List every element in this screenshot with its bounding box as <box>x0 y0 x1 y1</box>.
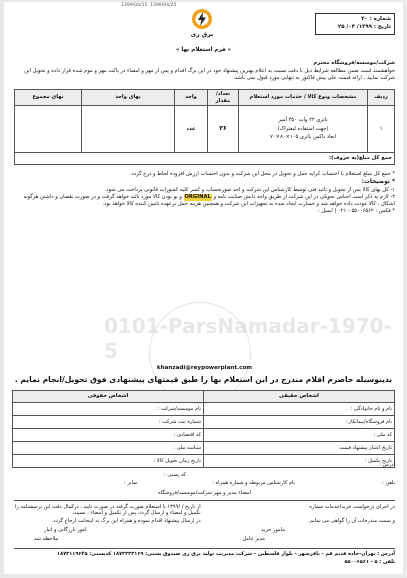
footer-p4: و سمت مندرجات آن را گواهی می نمایم. <box>308 517 395 524</box>
fax-label: * فکس : ۵۵۰۰۶۵۶۲ - ۰۲۱ | ایمیل : <box>318 208 395 215</box>
footer-p1: در اجرای درخواست خرید/خدمات شماره <box>309 504 395 510</box>
items-header-row <box>15 90 395 106</box>
head-natural: اشخاص حقیقی <box>204 391 395 403</box>
note-2-post: و نو بودن کالا مورد تائید خواهد گرفت و در صورت نقصان و داشتن هرگونه اشکال ، کالا عودت داده خواهد شد و خسارت ایجاد شده به تجهیزات این شرکت و همچنین هزینه حمل برعهده تامین کننده کالا خواهد بود. <box>23 194 395 207</box>
intro-text: خواهشمند است ضمن مطالعه شرایط ذیل با دقت نسبت به اعلام بهترین پیشنهاد خود در این برگ اقدام و پس از مهر و امضاء در پاکت مهر و موم شده قرار داده و تحویل این شرکت نمایید ، ارائه قیمت علی پیش فاکتور به تنهایی مورد قبول نمی باشد. <box>24 68 395 81</box>
cell-total-price <box>15 106 82 153</box>
signature-line: امضاء مدیر و مهر شرکت/موسسه/فروشگاه <box>158 490 251 496</box>
head-legal: اشخاص حقوقی <box>13 391 204 403</box>
info-cell: شناسه ملی : <box>13 442 204 455</box>
info-cell: نام فروشگاه/پیمانکار : <box>204 416 395 429</box>
desc-line-2: (جهت استفاده لیفتراک) <box>277 125 329 132</box>
total-label: جمع کل مبلغ(به حروف): <box>15 153 395 165</box>
info-cell: کد ملی : <box>204 429 395 442</box>
note-2-pre: ۲- لازم به ذکر است اجناس تحویلی در این شرکت از طریق واحد دانش صنایت نامه و <box>213 194 395 201</box>
cell-row: ۱ <box>368 106 395 153</box>
info-cell: تاریخ زمان تحویل کالا : <box>13 455 204 468</box>
note-0: * جمع کل مبلغ استعلام با احتساب کرایه حمل و تحویل در محل این شرکت و بدون احتساب ارزش افزوده لحاظ و درج گردد. <box>129 171 395 177</box>
company-logo <box>182 8 222 39</box>
col-row: ردیف <box>368 90 395 106</box>
cell-description <box>239 106 368 153</box>
email-text: khanzadi@reypowerplant.com <box>156 365 253 371</box>
phone-line <box>14 480 395 486</box>
warehouse-label: امور بازرگانی و انبار <box>44 527 87 534</box>
footer-p3: در ارسال پیشنهاد اقدام نموده و همراه این برگ به اینجانب ارجاع گردد. <box>51 517 201 524</box>
contact-address-line <box>14 551 395 557</box>
info-cell: کد اقتصادی : <box>13 429 204 442</box>
col-qty: تعداد/مقدار <box>208 90 239 106</box>
footer-p2: از تاریخ / /۱۳۹۹ با استعلام صورت گرفته در صورت تایید ، درکمال دقت این پرسشنامه را تکمیل و امضاء و ارسال گردد، پس از تکمیل و امضاء ، نسبت <box>14 504 201 517</box>
cell-unit: عدد <box>175 106 208 153</box>
cell-unit-price <box>82 106 175 153</box>
contact-address: آدرس : تهران-جاده قدیم قم - باقرشهر - بلوار فلسطین - شرکت مدیریت تولید برق ری صندوق پستی: ۱۸۷۳۳۳۳۱۶۹ <box>112 551 395 557</box>
footer-row-4 <box>14 536 395 542</box>
watermark: 0101-ParsNamadar-1970-5 <box>104 314 392 363</box>
postal-label: کد پستی : <box>164 472 186 478</box>
total-row <box>15 153 395 165</box>
info-cell: شماره ثبت شرکت : <box>13 416 204 429</box>
table-row <box>13 416 395 429</box>
footer-row-3 <box>14 527 395 533</box>
manager-label: مدیر عامل <box>242 536 265 543</box>
address-label: آدرس : <box>379 462 395 468</box>
info-cell: تاریخ تکمیل : <box>204 455 395 468</box>
address-line <box>14 462 395 468</box>
date-stamp-1: 1399/04/15 <box>121 3 148 8</box>
items-table-wrap <box>14 89 395 165</box>
info-cell: تاریخ اعتبار پیشنهاد قیمت <box>204 442 395 455</box>
brand-name: برق ری <box>190 31 214 38</box>
note-1: ۱- کل بهای کالا پس از تحویل و تائید فنی توسط کارشناس این شرکت و اخذ صورتحساب و کسر کلیه کسورات قانونی پرداخت می شود. <box>104 186 395 193</box>
footer-block <box>14 504 395 543</box>
table-row <box>13 442 395 455</box>
col-unit-price: بهای واحد <box>82 90 175 106</box>
table-row <box>15 106 395 153</box>
phone-label: تلفن : <box>382 480 395 486</box>
info-cell: نام موسسه/شرکت : <box>13 403 204 416</box>
desc-line-1: باتری ۲۲ وات ۳۵۰ آمپر <box>278 116 328 123</box>
notes <box>14 170 395 216</box>
contact-phone: تلفن : ۵ - ۵۵۰۰۶۵۶۱ <box>344 559 395 566</box>
items-table <box>14 89 395 165</box>
doc-date: تاریخ : ۱۳۹۹/ ۰۴/ ۲۵ <box>337 24 391 30</box>
rep-label: نام کارشناس مربوطه و شماره همراه : <box>212 480 295 486</box>
remarks-label: ملاحظه شد <box>34 536 59 543</box>
doc-number: شماره : ۲۰ <box>361 16 391 22</box>
divider <box>14 500 395 501</box>
form-title: « فرم استعلام بها » <box>175 47 232 53</box>
lightning-bolt-icon <box>191 8 213 30</box>
note-3 <box>14 208 395 215</box>
info-table-wrap <box>12 390 395 468</box>
date-stamp-2: 1399/04/25 <box>150 3 177 8</box>
info-table <box>12 390 395 468</box>
col-unit: واحد <box>175 90 208 106</box>
table-row <box>13 429 395 442</box>
number-date-box <box>315 13 395 35</box>
divider <box>14 548 395 549</box>
commitment-line: بدینوسیله حاضرم اقلام مندرج در این استعلام بها را طبق قیمتهای پیشنهادی فوق تحویل/انجام نمایم . <box>14 375 393 384</box>
salutation: شرکت/موسسه/فروشگاه محترم <box>313 60 395 66</box>
note-2 <box>14 194 395 207</box>
purchaser-label: مامور خرید <box>261 527 285 534</box>
footer-row-2 <box>14 518 395 524</box>
info-cell: نام و نام خانوادگی : <box>204 403 395 416</box>
desc-line-3: ابعاد باکس باتری ۱۰۵×۸۰×۷۰ <box>270 134 336 141</box>
table-row <box>13 403 395 416</box>
col-description: مشخصات ونوع کالا / خدمات مورد استعلام <box>239 90 368 106</box>
cell-qty: ۳۶ <box>208 106 239 153</box>
original-highlight: ORGINAL <box>184 194 211 201</box>
info-header-row <box>13 391 395 403</box>
document-page <box>4 2 403 574</box>
col-total-price: بهای مجموع <box>15 90 82 106</box>
email-address <box>14 365 395 372</box>
footer-row-1 <box>14 504 395 517</box>
contact-block <box>14 551 395 566</box>
fax-field-label: نمابر : <box>124 480 138 486</box>
contact-postcode: کدپستی: ۱۸۷۳۱۱۹۶۴۵ <box>57 551 112 557</box>
notes-heading: * توضیحات: <box>361 178 395 185</box>
